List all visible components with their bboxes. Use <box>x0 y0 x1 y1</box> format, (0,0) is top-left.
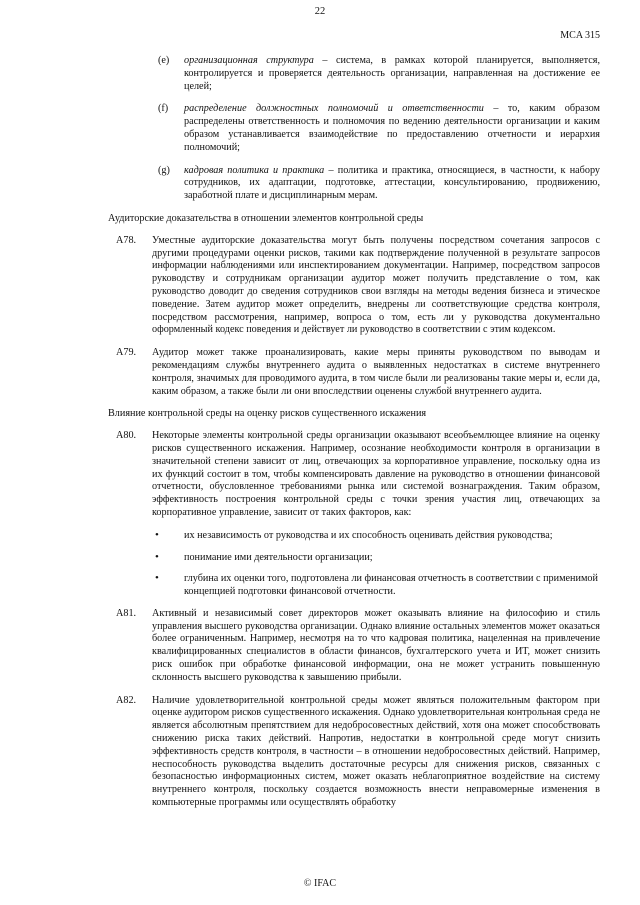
paragraph <box>116 234 600 337</box>
bullet-icon: • <box>155 572 159 585</box>
definition-text: – политика и практика, относящиеся, в частности, к набору сотрудников, их адаптации, подготовке, аттестации, консультированию, продвижению, заработной плате и дисциплинарным мерам. <box>184 164 600 202</box>
page-number: 22 <box>314 6 326 17</box>
paragraph-number: A78. <box>116 234 137 246</box>
paragraph-number: A81. <box>116 607 137 619</box>
definition-text: – система, в рамках которой планируется, выполняется, контролируется и проверяется деятельность организации, направленная на достижение ее целей; <box>184 55 601 92</box>
definition-item <box>120 103 600 154</box>
bullet-item <box>120 530 600 543</box>
paragraph-number: A82. <box>116 694 137 706</box>
paragraph <box>116 607 600 685</box>
document-code: MCA 315 <box>560 30 600 41</box>
bullet-text: глубина их оценки того, подготовлена ли финансовая отчетность в соответствии с применимой концепцией подготовки финансовой отчетности. <box>184 573 598 598</box>
page-footer: © IFAC <box>303 878 337 889</box>
bullet-text: их независимость от руководства и их способность оценивать действия руководства; <box>184 529 553 541</box>
section-heading: Влияние контрольной среды на оценку рисков существенного искажения <box>108 408 427 420</box>
bullet-item <box>120 552 600 565</box>
bullet-text: понимание ими деятельности организации; <box>184 551 373 563</box>
paragraph-number: A80. <box>116 430 137 442</box>
definition-marker: (f) <box>158 103 169 115</box>
paragraph-number: A79. <box>116 347 137 359</box>
paragraph <box>116 694 601 810</box>
paragraph-text: Аудитор может также проанализировать, какие меры приняты руководством по выводам и рекомендациям службы внутреннего аудита о выявленных недостатках в системе внутреннего контроля, значимых для проводимого аудита, в том числе были ли реализованы такие меры и, если да, каким образом, а также были ли они впоследствии оценены службой внутреннего аудита. <box>152 347 600 397</box>
section-heading: Аудиторские доказательства в отношении элементов контрольной среды <box>108 212 424 224</box>
definition-term: кадровая политика и практика <box>184 164 325 176</box>
paragraph <box>116 347 600 398</box>
bullet-item <box>120 573 600 599</box>
definition-item <box>120 165 600 203</box>
bullet-icon: • <box>155 550 159 563</box>
paragraph-text: Уместные аудиторские доказательства могут быть получены посредством сочетания запросов с другими процедурами оценки рисков, такими как подтверждение полученной в результате запросов информации наблюдениями или инспектированием документации. Например, посредством запросов руководству и сотрудникам организации аудитор может получить представление о том, как руководство доводит до сведения сотрудников свои взгляды на методы ведения бизнеса и этическое поведение. Затем аудитор может определить, внедрены ли соответствующие средства контроля, посредством рассмотрения, например, вопроса о том, есть ли у руководства документально оформленный кодекс поведения и действует ли руководство в соответствии с этим кодексом. <box>152 234 600 336</box>
definition-marker: (g) <box>158 164 170 176</box>
page-content <box>108 55 601 820</box>
definition-text: – то, каким образом распределены ответственность и полномочия по ведению деятельности организации и каким образом устанавливается взаимодействие по предоставлению отчетности и иерархия полномочий; <box>184 103 600 153</box>
definition-term: распределение должностных полномочий и ответственности <box>184 103 484 115</box>
bullet-icon: • <box>155 528 159 541</box>
definition-term: организационная структура <box>184 55 314 66</box>
definition-marker: (e) <box>158 55 170 66</box>
definition-item <box>120 55 600 93</box>
paragraph <box>116 430 600 520</box>
paragraph-text: Наличие удовлетворительной контрольной среды может являться положительным фактором при оценке аудитором рисков существенного искажения. Однако удовлетворительная контрольная среда не является абсолютным препятствием для недобросовестных действий, хотя она может способствовать снижению риска таких действий. Напротив, недостатки в контрольной среде могут снизить эффективность средств контроля, в частности – в отношении недобросовестных действий. Например, неспособность руководства выделить достаточные ресурсы для снижения рисков, связанных с безопасностью информационных систем, может оказать неблагоприятное воздействие на систему внутреннего контроля, поскольку создается возможность внести неправомерные изменения в компьютерные программы или осуществлять обработку <box>152 694 601 809</box>
paragraph-text: Активный и независимый совет директоров может оказывать влияние на философию и стиль управления высшего руководства организации. Однако влияние остальных элементов может оказаться более ограниченным. Например, несмотря на то что кадровая политика, нацеленная на привлечение квалифицированных специалистов в области финансов, бухгалтерского учета и ИТ, может снизить риск ошибок при обработке финансовой информации, она не может устранить повышенную склонность высшего руководства к завышению прибыли. <box>152 607 600 683</box>
paragraph-text: Некоторые элементы контрольной среды организации оказывают всеобъемлющее влияние на оценку рисков существенного искажения. Например, осознание необходимости контроля в организации в значительной степени зависит от лиц, отвечающих за корпоративное управление, поскольку одна из их функций состоит в том, чтобы компенсировать давление на руководство в отношении финансовой отчетности, обусловленное требованиями рынка или системой вознаграждения. Таким образом, эффективность построения контрольной среды с точки зрения участия лиц, отвечающих за корпоративное управление, зависит от таких факторов, как: <box>152 430 600 518</box>
